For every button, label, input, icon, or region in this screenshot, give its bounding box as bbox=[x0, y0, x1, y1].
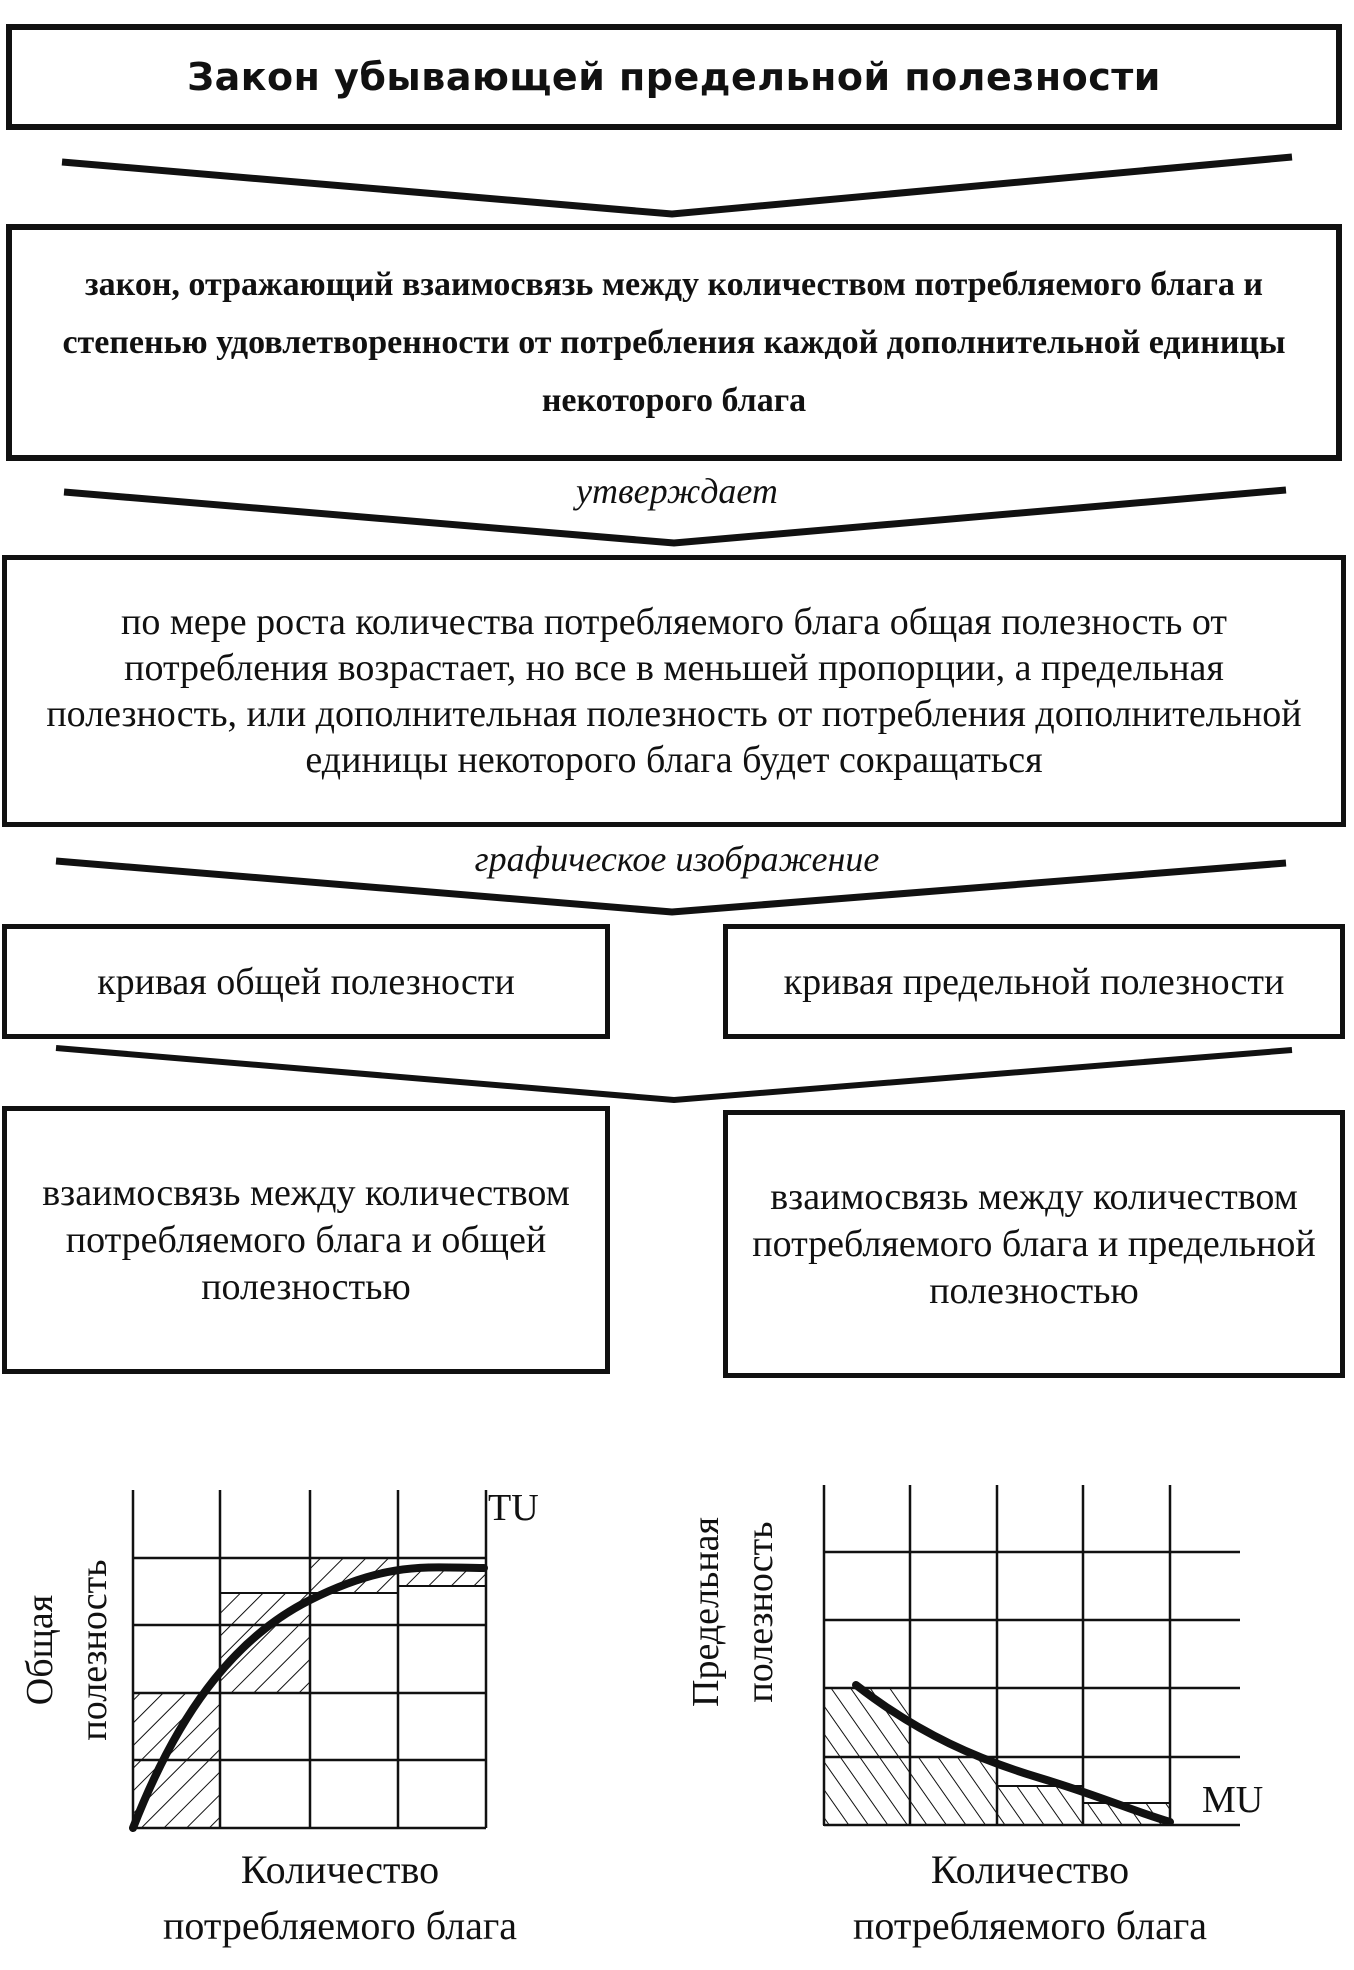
marginal-utility-curve-label: MU bbox=[1202, 1779, 1264, 1821]
total-utility-ylabel-1: Общая bbox=[19, 1594, 61, 1706]
title-box bbox=[6, 24, 1342, 130]
connector-title-definition bbox=[62, 157, 1292, 214]
marginal-utility-xlabel-1: Количество bbox=[930, 1847, 1130, 1892]
statement-box bbox=[2, 555, 1346, 827]
marginal-utility-relation-text: взаимосвязь между количеством потребляемого блага и предельной полезностью bbox=[752, 1175, 1316, 1312]
mu-bar-3 bbox=[997, 1786, 1083, 1825]
marginal-utility-ylabel-2: полезность bbox=[739, 1521, 781, 1703]
definition-box bbox=[6, 224, 1342, 461]
page-title: Закон убывающей предельной полезности bbox=[187, 55, 1161, 99]
total-utility-curve-label: TU bbox=[488, 1487, 539, 1529]
marginal-utility-curve-text: кривая предельной полезности bbox=[783, 960, 1285, 1003]
graphic-label: графическое изображение bbox=[474, 839, 880, 879]
definition-text: закон, отражающий взаимосвязь между количеством потребляемого блага и степенью удовлетворенности от потребления каждой дополнительной единицы некоторого блага bbox=[62, 265, 1286, 419]
marginal-utility-xlabel-2: потребляемого блага bbox=[852, 1903, 1208, 1948]
total-utility-curve-text: кривая общей полезности bbox=[97, 960, 515, 1003]
mu-bar-2 bbox=[910, 1757, 997, 1825]
marginal-utility-ylabel-1: Предельная bbox=[685, 1517, 727, 1707]
total-utility-xlabel-2: потребляемого блага bbox=[162, 1903, 518, 1948]
marginal-utility-xlabel bbox=[790, 1842, 1270, 1954]
total-utility-xlabel bbox=[100, 1842, 580, 1954]
asserts-label: утверждает bbox=[576, 471, 778, 511]
total-utility-xlabel-1: Количество bbox=[240, 1847, 440, 1892]
total-utility-chart bbox=[0, 1470, 560, 1840]
marginal-utility-chart bbox=[670, 1470, 1354, 1840]
statement-text: по мере роста количества потребляемого блага общая полезность от потребления возрастает, но все в меньшей пропорции, а предельная полезность, или дополнительная полезность от потребления дополнительной единицы некоторого блага будет сокращаться bbox=[46, 601, 1302, 781]
total-utility-curve-box bbox=[2, 924, 610, 1039]
marginal-utility-curve-box bbox=[723, 924, 1345, 1039]
connector-curves-relations bbox=[56, 1048, 1292, 1100]
total-utility-ylabel-2: полезность bbox=[73, 1559, 115, 1741]
total-utility-relation-text: взаимосвязь между количеством потребляемого блага и общей полезностью bbox=[42, 1171, 570, 1308]
marginal-utility-relation-box bbox=[723, 1110, 1345, 1378]
total-utility-relation-box bbox=[2, 1106, 610, 1374]
